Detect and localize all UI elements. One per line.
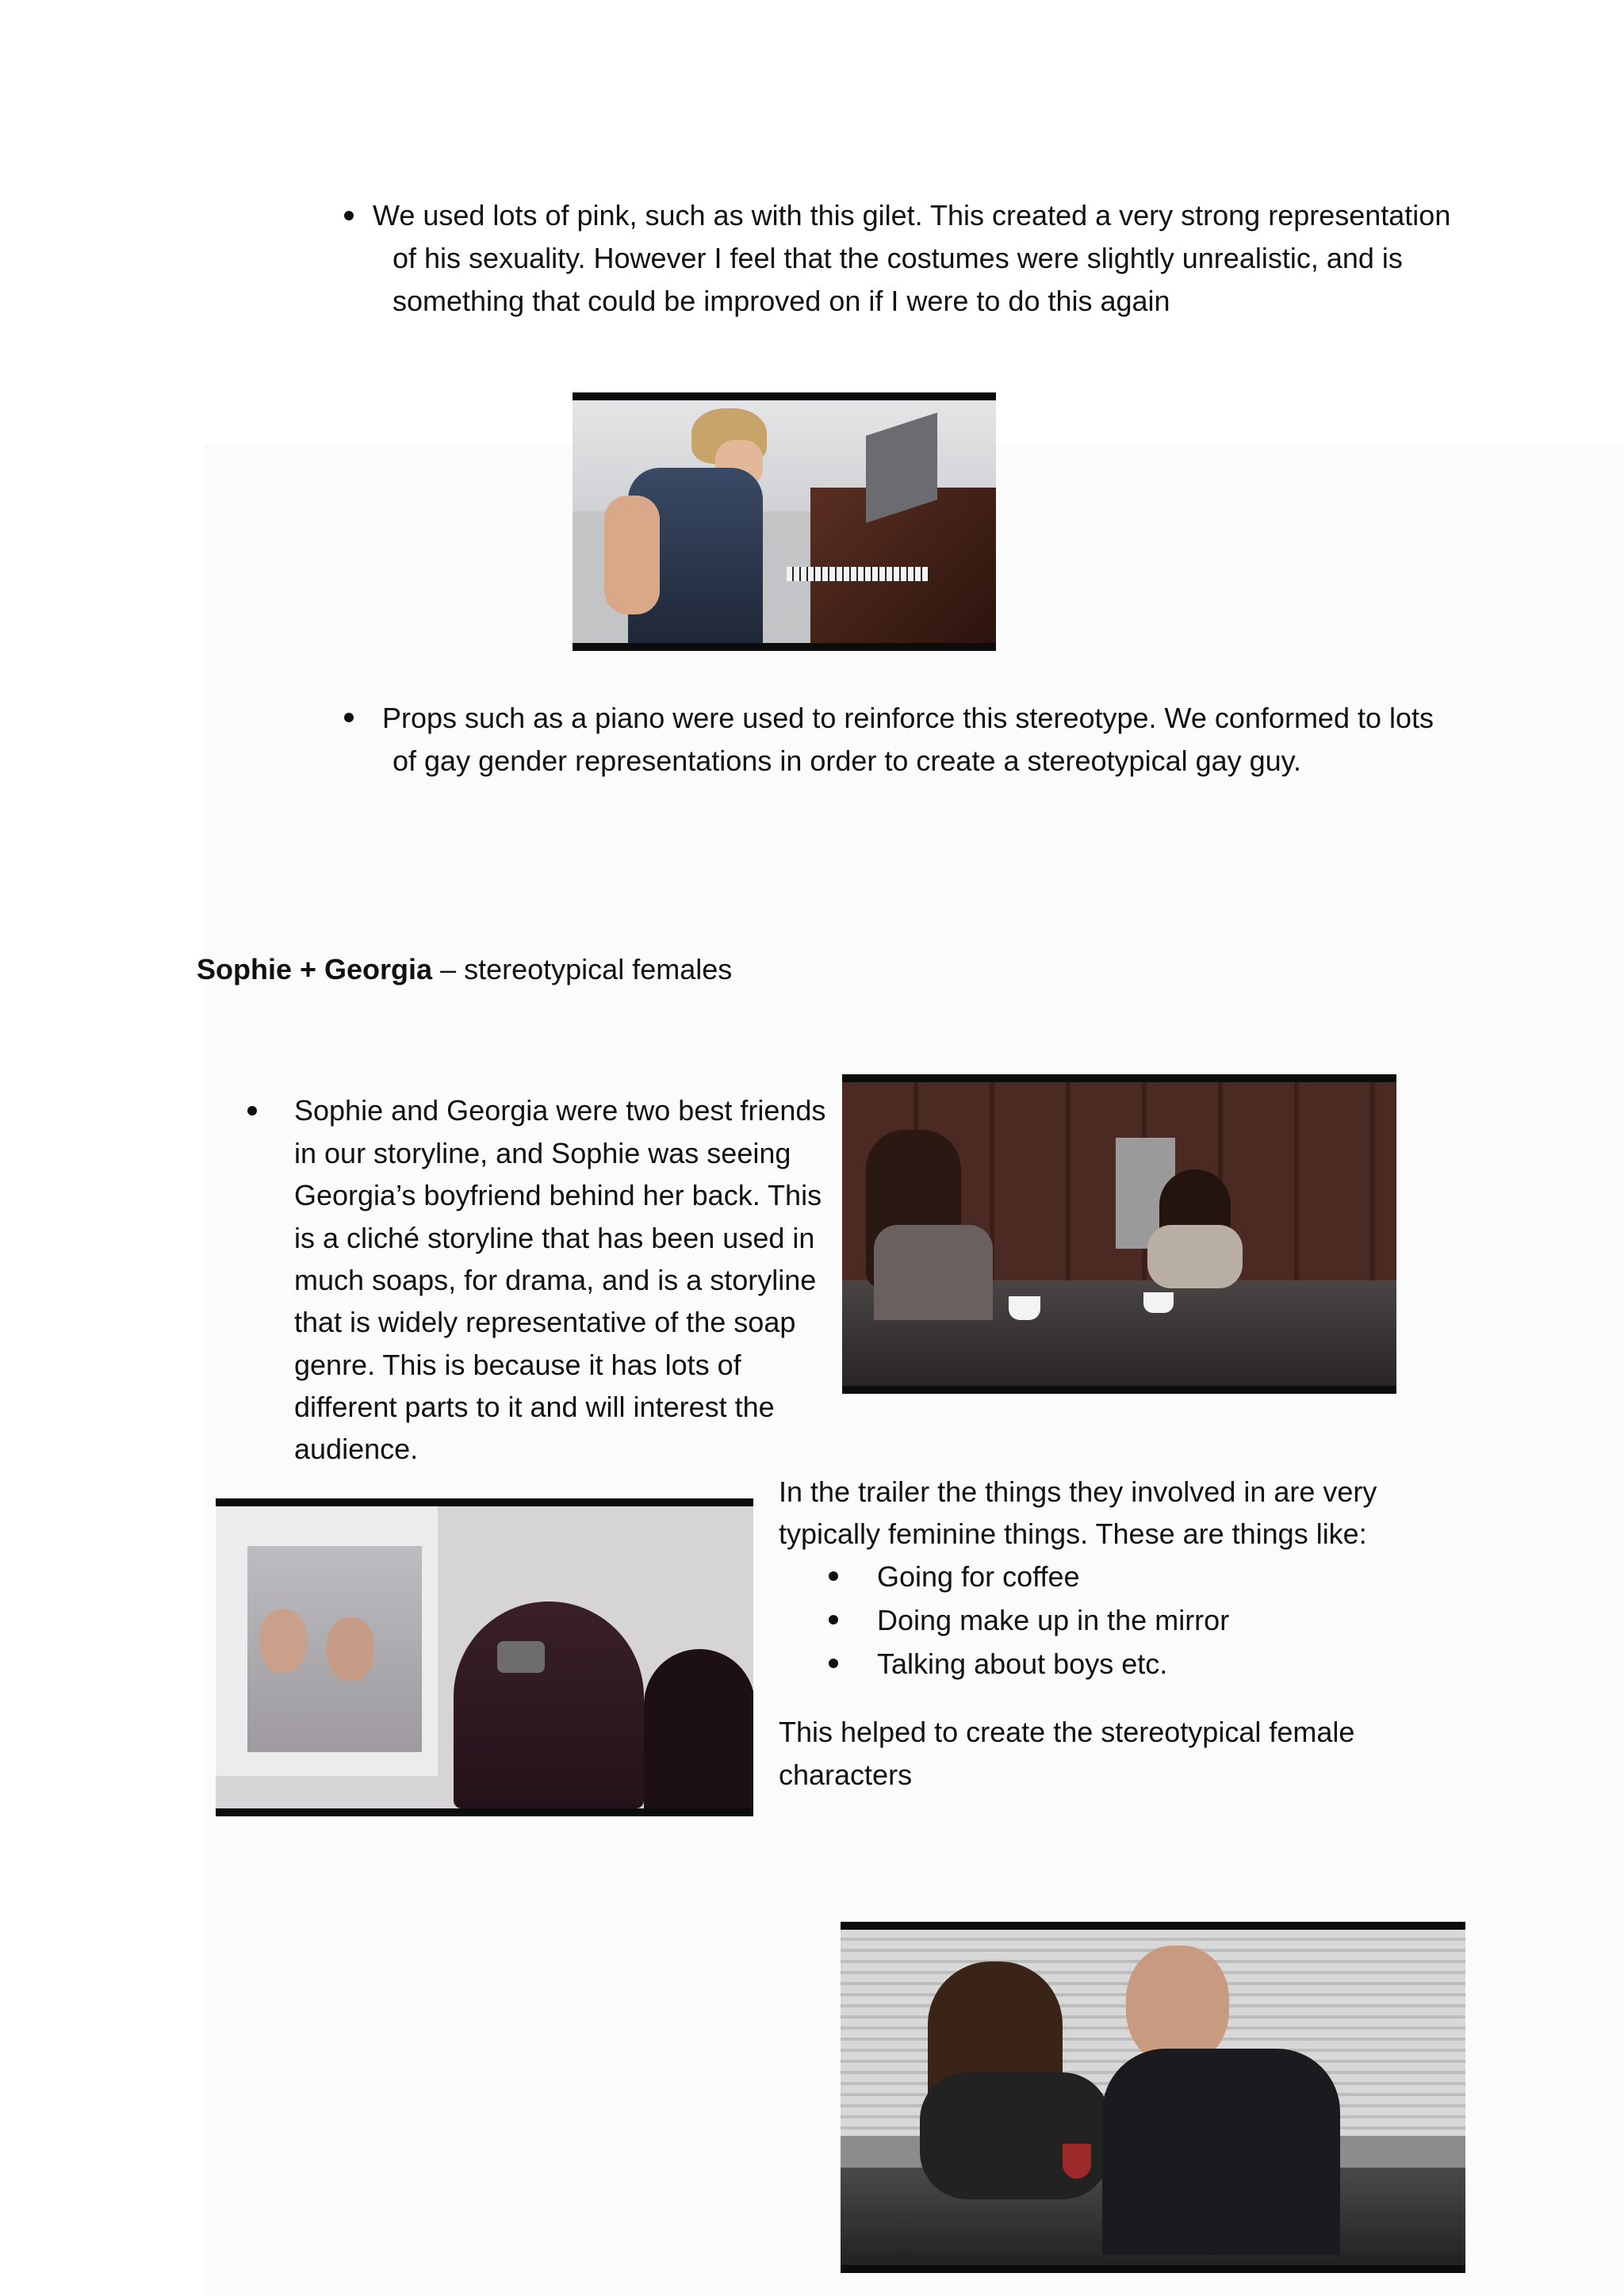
coffee-cup-right <box>1143 1292 1174 1313</box>
paragraph-line: In the trailer the things they involved in are very <box>779 1475 1377 1508</box>
reflection-face-1 <box>259 1609 307 1673</box>
mirror-photo <box>216 1498 753 1816</box>
heading-rest: – stereotypical females <box>432 953 733 985</box>
reflection-face-2 <box>327 1617 374 1681</box>
paragraph-line: Georgia’s boyfriend behind her back. This <box>294 1179 822 1211</box>
bullet-dot <box>829 1571 838 1581</box>
girl-left-top <box>874 1225 993 1320</box>
paragraph-line: that is widely representative of the soap <box>294 1306 796 1338</box>
piano-photo <box>573 392 996 651</box>
paragraph-line: different parts to it and will interest the <box>294 1391 775 1423</box>
wine-glass <box>1063 2144 1091 2179</box>
paragraph-line: of his sexuality. However I feel that the costumes were slightly unrealistic, and is <box>393 242 1403 274</box>
paragraph-line: is a cliché storyline that has been used in <box>294 1222 815 1254</box>
kitchen-photo <box>842 1074 1396 1394</box>
man-head <box>1126 1946 1229 2064</box>
section-heading <box>197 948 732 991</box>
bullet-dot <box>829 1659 838 1668</box>
bullet-dot <box>344 713 354 722</box>
heading-bold: Sophie + Georgia <box>197 953 433 985</box>
list-item: Talking about boys etc. <box>877 1647 1168 1680</box>
list-item: Doing make up in the mirror <box>877 1604 1230 1636</box>
paragraph-line: much soaps, for drama, and is a storyline <box>294 1264 817 1296</box>
paragraph-line: something that could be improved on if I were to do this again <box>393 285 1170 317</box>
piano-keys <box>787 567 929 581</box>
bullet-dot <box>829 1615 838 1624</box>
paragraph-line: characters <box>779 1758 913 1791</box>
bullet-dot <box>247 1106 257 1115</box>
woman-body <box>920 2072 1110 2199</box>
paragraph-line: Sophie and Georgia were two best friends <box>294 1094 826 1127</box>
paragraph-line: of gay gender representations in order to create a stereotypical gay guy. <box>393 744 1302 777</box>
girl-hair-right <box>644 1649 753 1808</box>
coffee-cup-left <box>1009 1296 1040 1320</box>
paragraph-line: genre. This is because it has lots of <box>294 1349 741 1381</box>
girl-hair-center <box>454 1601 644 1808</box>
kiss-photo <box>841 1922 1465 2273</box>
paragraph-line: We used lots of pink, such as with this gilet. This created a very strong representation <box>373 199 1451 232</box>
paragraph-line: This helped to create the stereotypical female <box>779 1716 1355 1748</box>
man-shirt <box>1102 2049 1340 2255</box>
hair-clip <box>497 1641 545 1673</box>
paragraph-line: typically feminine things. These are things like: <box>779 1517 1367 1550</box>
man-arm <box>604 496 660 614</box>
paragraph-line: in our storyline, and Sophie was seeing <box>294 1137 791 1169</box>
bullet-dot <box>344 211 354 220</box>
paragraph-line: audience. <box>294 1433 419 1465</box>
list-item: Going for coffee <box>877 1560 1080 1593</box>
paragraph-line: Props such as a piano were used to reinforce this stereotype. We conformed to lots <box>382 702 1434 734</box>
girl-right-scarf <box>1147 1225 1243 1288</box>
